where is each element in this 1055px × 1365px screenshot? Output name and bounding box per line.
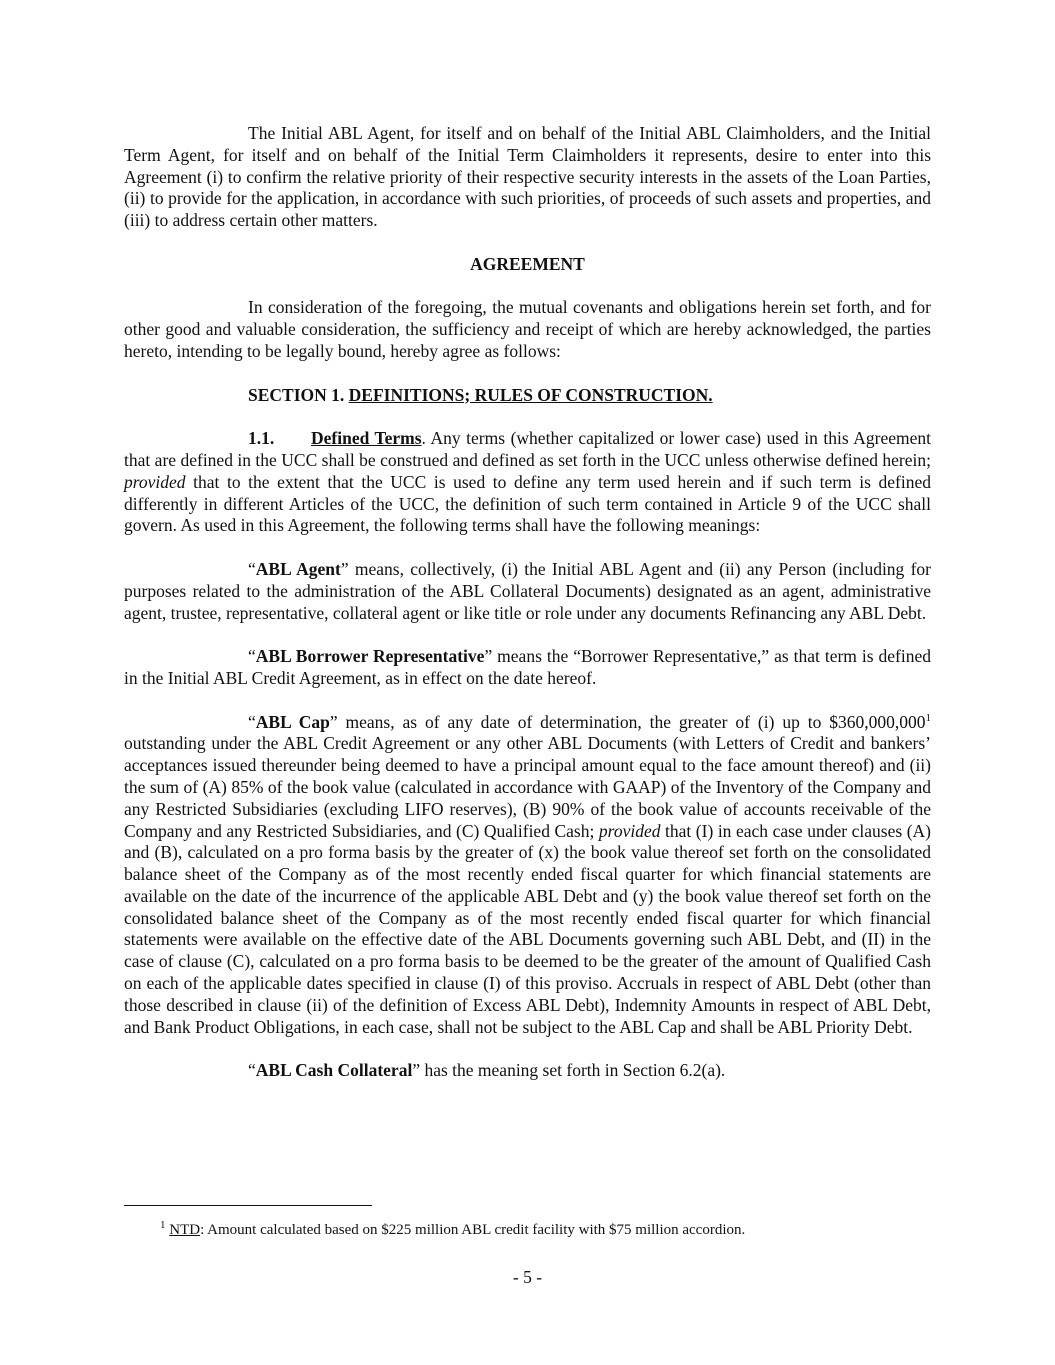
footnote-label: NTD [169, 1222, 201, 1238]
quote-open: “ [248, 646, 256, 667]
agreement-heading: AGREEMENT [470, 253, 585, 274]
document-body [124, 123, 931, 1082]
definition-abl-agent [124, 559, 931, 624]
definition-text: ” has the meaning set forth in Section 6.2(a). [412, 1060, 726, 1081]
definition-term: ABL Cap [255, 711, 330, 732]
consideration-paragraph: In consideration of the foregoing, the mutual covenants and obligations herein set forth, and for other good and valuable consideration, the sufficiency and receipt of which are hereby acknowledged, the parties hereto, intending to be legally bound, hereby agree as follows: [124, 297, 931, 361]
section-1-label: SECTION 1. [248, 384, 345, 405]
quote-open: “ [248, 711, 256, 732]
footnote-reference: 1 [925, 711, 931, 724]
section-1-title: DEFINITIONS; RULES OF CONSTRUCTION. [348, 384, 713, 405]
definition-abl-cash-collateral [124, 1060, 931, 1082]
defined-terms-title: Defined Terms [311, 428, 422, 449]
quote-open: “ [248, 1060, 256, 1081]
defined-terms-text-a: . Any terms (whether capitalized or lower case) used in this Agreement that are defined in the UCC shall be construed and defined as set forth in the UCC unless otherwise defined herein; [124, 428, 932, 470]
definition-text-a: ” means, as of any date of determination, the greater of (i) up to $360,000,000 [329, 711, 926, 732]
defined-terms-text-b: that to the extent that the UCC is used to define any term used herein and if such term is defined differently in different Articles of the UCC, the definition of such term contained in Article 9 of the UCC shall govern. As used in this Agreement, the following terms shall have the following meanings: [124, 471, 931, 536]
definition-text: ” means, collectively, (i) the Initial ABL Agent and (ii) any Person (including for purposes related to the administration of the ABL Collateral Documents) designated as an agent, administrative agent, trustee, representative, collateral agent or like title or role under any documents Refinancing any ABL Debt. [124, 558, 931, 623]
footnote-divider [124, 1205, 372, 1206]
definition-text: ” means the “Borrower Representative,” as that term is defined in the Initial ABL Credit Agreement, as in effect on the date hereof. [124, 646, 931, 688]
page-number: - 5 - [512, 1267, 543, 1287]
definition-abl-borrower-representative [124, 646, 931, 690]
definition-text-b: outstanding under the ABL Credit Agreement or any other ABL Documents (with Letters of Credit and bankers’ acceptances issued thereunder being deemed to have a principal amount equal to the face amount thereof) and (ii) the sum of (A) 85% of the book value (calculated in accordance with GAAP) of the Inventory of the Company and any Restricted Subsidiaries (excluding LIFO reserves), (B) 90% of the book value of accounts receivable of the Company and any Restricted Subsidiaries, and (C) Qualified Cash; [124, 733, 931, 841]
definition-abl-cap [124, 712, 931, 1039]
quote-open: “ [248, 558, 256, 579]
definition-provided: provided [598, 820, 661, 841]
defined-terms-provided: provided [124, 471, 186, 492]
section-number: 1.1. [248, 428, 275, 449]
definition-term: ABL Borrower Representative [255, 646, 485, 667]
definition-text-c: that (I) in each case under clauses (A) and (B), calculated on a pro forma basis by the greater of (x) the book value thereof set forth on the consolidated balance sheet of the Company as of the most recently ended fiscal quarter for which financial statements are available on the date of the incurrence of the applicable ABL Debt and (y) the book value thereof set forth on the consolidated balance sheet of the Company as of the most recently ended fiscal quarter for which financial statements were available on the effective date of the ABL Documents governing such ABL Debt, and (II) in the case of clause (C), calculated on a pro forma basis to be deemed to be the greater of the amount of Qualified Cash on each of the applicable dates specified in clause (I) of this proviso. Accruals in respect of ABL Debt (other than those described in clause (ii) of the definition of Excess ABL Debt), Indemnity Amounts in respect of ABL Debt, and Bank Product Obligations, in each case, shall not be subject to the ABL Cap and shall be ABL Priority Debt. [124, 820, 931, 1037]
defined-terms-paragraph [124, 428, 931, 537]
section-1-heading [124, 385, 931, 407]
footnote [160, 1221, 931, 1240]
intro-paragraph: The Initial ABL Agent, for itself and on behalf of the Initial ABL Claimholders, and the Initial Term Agent, for itself and on behalf of the Initial Term Claimholders it represents, desire to enter into this Agreement (i) to confirm the relative priority of their respective security interests in the assets of the Loan Parties, (ii) to provide for the application, in accordance with such priorities, of proceeds of such assets and properties, and (iii) to address certain other matters. [124, 123, 931, 231]
definition-term: ABL Cash Collateral [255, 1060, 413, 1081]
footnote-marker: 1 [160, 1219, 166, 1231]
footnote-text: : Amount calculated based on $225 million ABL credit facility with $75 million accordion. [200, 1222, 746, 1238]
definition-term: ABL Agent [255, 558, 341, 579]
